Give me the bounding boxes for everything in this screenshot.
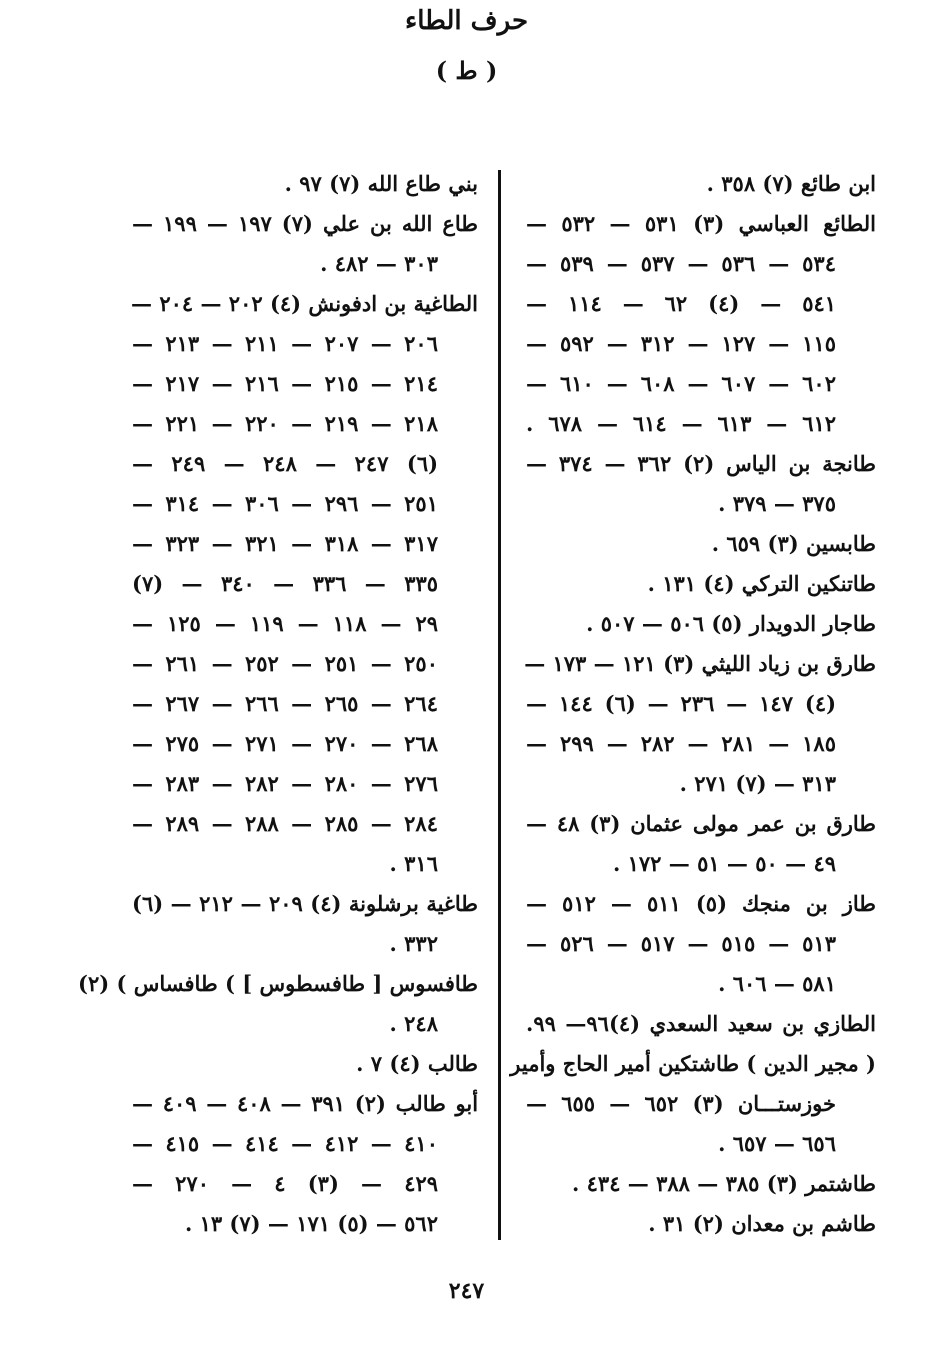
index-line: ٣٧٥ — ٣٧٩ .	[718, 491, 836, 516]
index-line: ١١٥ — ١٢٧ — ٣١٢ — ٥٩٢ —	[526, 331, 836, 356]
index-line: ٢٨٤ — ٢٨٥ — ٢٨٨ — ٢٨٩ —	[132, 811, 438, 836]
index-line: الطاغية بن ادفونش (٤) ٢٠٢ — ٢٠٤ —	[131, 291, 478, 316]
index-line: ( مجير الدين ) طاشتكين أمير الحاج وأمير	[510, 1051, 876, 1076]
index-line: ٤١٠ — ٤١٢ — ٤١٤ — ٤١٥ —	[132, 1131, 438, 1156]
index-line: ٢١٤ — ٢١٥ — ٢١٦ — ٢١٧ —	[132, 371, 438, 396]
index-line: الطائع العباسي (٣) ٥٣١ — ٥٣٢ —	[526, 211, 877, 236]
index-line: طابسين (٣) ٦٥٩ .	[711, 531, 876, 556]
index-line: ٤٩ — ٥٠ — ٥١ — ١٧٢ .	[612, 851, 836, 876]
index-line: طالب (٤) ٧ .	[356, 1051, 478, 1076]
index-line: ٣٣٢ .	[389, 931, 438, 956]
index-line: ٢١٨ — ٢١٩ — ٢٢٠ — ٢٢١ —	[132, 411, 438, 436]
index-line: ٤٢٩ — (٣) ٤ — ٢٧٠ —	[132, 1171, 439, 1196]
index-line: ٣١٦ .	[389, 851, 438, 876]
index-line: بني طاع الله (٧) ٩٧ .	[284, 171, 478, 196]
index-line: ٢٦٨ — ٢٧٠ — ٢٧١ — ٢٧٥ —	[132, 731, 438, 756]
index-line: ٥٨١ — ٦٠٦ .	[718, 971, 836, 996]
index-line: ٦٥٦ — ٦٥٧ .	[718, 1131, 836, 1156]
index-line: ٥١٣ — ٥١٥ — ٥١٧ — ٥٢٦ —	[526, 931, 836, 956]
index-line: ابن طائع (٧) ٣٥٨ .	[706, 171, 876, 196]
index-line: ٦١٢ — ٦١٣ — ٦١٤ — ٦٧٨ .	[526, 411, 837, 436]
index-column-left	[78, 164, 479, 1244]
index-line: طاع الله بن علي (٧) ١٩٧ — ١٩٩ —	[132, 211, 478, 236]
index-line: ٢٥١ — ٢٩٦ — ٣٠٦ — ٣١٤ —	[132, 491, 438, 516]
index-line: ٢٩ — ١١٨ — ١١٩ — ١٢٥ —	[132, 611, 439, 636]
index-line: ٢٥٠ — ٢٥١ — ٢٥٢ — ٢٦١ —	[132, 651, 438, 676]
index-line: ١٨٥ — ٢٨١ — ٢٨٢ — ٢٩٩ —	[526, 731, 836, 756]
index-column-right	[510, 164, 877, 1244]
index-line: ٣١٣ — (٧) ٢٧١ .	[679, 771, 836, 796]
index-line: طافسوس [ طافسطوس ] ) طافساس ) (٢)	[78, 971, 478, 996]
index-line: (٦) ٢٤٧ — ٢٤٨ — ٢٤٩ —	[132, 451, 439, 476]
index-line: ٢٧٦ — ٢٨٠ — ٢٨٢ — ٢٨٣ —	[132, 771, 438, 796]
index-line: طاتنكين التركي (٤) ١٣١ .	[647, 571, 876, 596]
index-line: ٥٦٢ — (٥) ١٧١ — (٧) ١٣ .	[184, 1211, 438, 1236]
index-line: (٤) ١٤٧ — ٢٣٦ — (٦) ١٤٤ —	[526, 691, 837, 716]
index-line: طاجار الدويدار (٥) ٥٠٦ — ٥٠٧ .	[586, 611, 876, 636]
index-line: ٣٠٣ — ٤٨٢ .	[320, 251, 438, 276]
index-line: ٢٠٦ — ٢٠٧ — ٢١١ — ٢١٣ —	[132, 331, 438, 356]
index-line: ٢٦٤ — ٢٦٥ — ٢٦٦ — ٢٦٧ —	[132, 691, 438, 716]
column-divider	[498, 170, 501, 1240]
index-line: طاشم بن معدان (٢) ٣١ .	[648, 1211, 876, 1236]
index-line: الطازي بن سعيد السعدي (٤)٩٦— ٩٩.	[526, 1011, 876, 1036]
index-line: طاشتمر (٣) ٣٨٥ — ٣٨٨ — ٤٣٤ .	[572, 1171, 876, 1196]
index-line: طانجة بن الياس (٢) ٣٦٢ — ٣٧٤ —	[526, 451, 877, 476]
index-line: أبو طالب (٢) ٣٩١ — ٤٠٨ — ٤٠٩ —	[132, 1091, 479, 1116]
index-line: طارق بن زياد الليثي (٣) ١٢١ — ١٧٣ —	[524, 651, 876, 676]
page-number: ٢٤٧	[448, 1278, 485, 1304]
index-line: طارق بن عمر مولى عثمان (٣) ٤٨ —	[526, 811, 876, 836]
letter-heading: ( ط )	[435, 56, 498, 85]
index-line: خوزستـــان (٣) ٦٥٢ — ٦٥٥ —	[526, 1091, 837, 1116]
index-line: ٣١٧ — ٣١٨ — ٣٢١ — ٣٢٣ —	[132, 531, 438, 556]
index-line: ٦٠٢ — ٦٠٧ — ٦٠٨ — ٦١٠ —	[526, 371, 836, 396]
page-title: حرف الطاء	[404, 6, 529, 36]
index-line: ٢٤٨ .	[389, 1011, 438, 1036]
index-line: ٥٤١ — (٤) ٦٢ — ١١٤ —	[526, 291, 837, 316]
index-line: ٥٣٤ — ٥٣٦ — ٥٣٧ — ٥٣٩ —	[526, 251, 836, 276]
index-line: ٣٣٥ — ٣٣٦ — ٣٤٠ — (٧)	[132, 571, 439, 596]
index-line: طاز بن منجك (٥) ٥١١ — ٥١٢ —	[526, 891, 877, 916]
index-line: طاغية برشلونة (٤) ٢٠٩ — ٢١٢ — (٦)	[132, 891, 479, 916]
